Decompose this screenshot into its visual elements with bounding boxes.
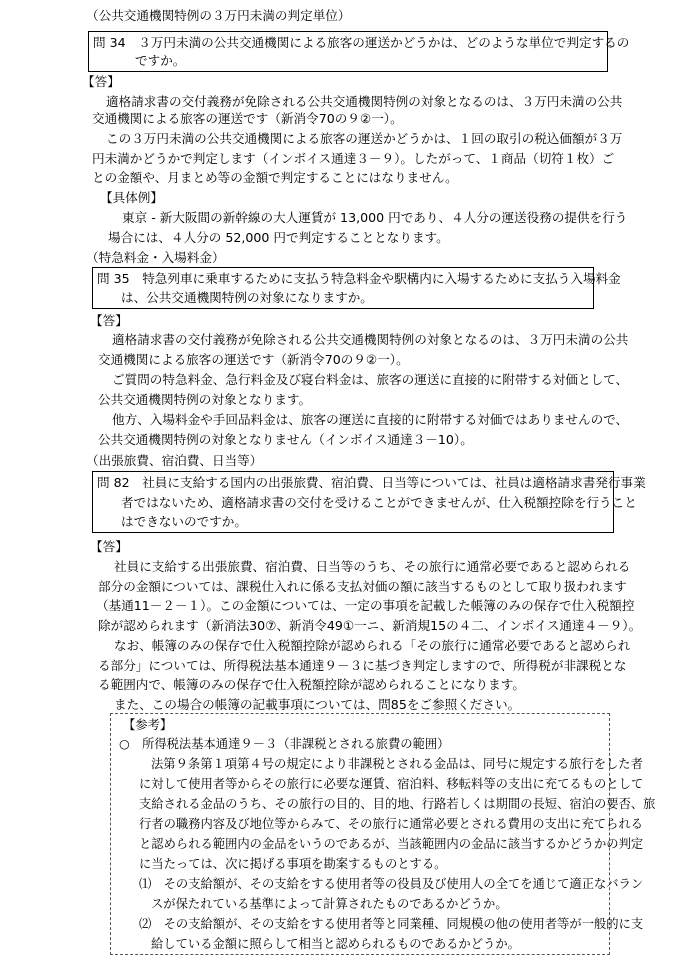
reference-line: 法第９条第１項第４号の規定により非課税とされる金品は、同号に規定する旅行をした者 (151, 757, 643, 771)
answer-label: 【答】 (82, 74, 120, 89)
reference-title: ○ 所得税法基本通達９－３（非課税とされる旅費の範囲） (119, 737, 450, 751)
answer-line: る部分」については、所得税法基本通達９－３に基づき判定しますので、所得税が非課税とな (98, 658, 627, 673)
reference-line: 行者の職務内容及び地位等からみて、その旅行に通常必要とされる費用の支出に充てられる (139, 817, 643, 831)
answer-line: この３万円未満の公共交通機関による旅客の運送かどうかは、１回の取引の税込価額が３万 (106, 131, 623, 146)
answer-label: 【答】 (90, 539, 128, 554)
question-box-35 (92, 267, 621, 309)
answer-line: （基通11－２－１）。この金額については、一定の事項を記載した帳簿のみの保存で仕入税額控 (96, 598, 635, 613)
answer-line: との金額や、月まとめ等の金額で判定することにはなりません。 (92, 170, 458, 185)
reference-item-line: ⑴ その支給額が、その支給をする使用者等の役員及び使用人の全てを通じて適正なバラン (139, 877, 644, 891)
reference-line: に当たっては、次に掲げる事項を勘案するものとする。 (139, 857, 447, 871)
answer-line: 公共交通機関特例の対象となります。 (98, 392, 312, 407)
reference-item-line: 給している金額に照らして相当と認められるものであるかどうか。 (151, 937, 520, 951)
reference-box (110, 713, 656, 955)
answer-label: 【答】 (90, 313, 128, 328)
question-line: はできないのですか。 (121, 514, 247, 529)
answer-line: 適格請求書の交付義務が免除される公共交通機関特例の対象となるのは、３万円未満の公共 (106, 94, 623, 109)
answer-line: なお、帳簿のみの保存で仕入税額控除が認められる「その旅行に通常必要であると認められ (114, 638, 631, 653)
question-line: 問 82 社員に支給する国内の出張旅費、宿泊費、日当等については、社員は適格請求書発行事業 (97, 475, 646, 490)
reference-item-line: スが保たれている基準によって計算されたものであるかどうか。 (151, 897, 508, 911)
reference-label: 【参考】 (123, 718, 173, 732)
answer-line: 部分の金額については、課税仕入れに係る支払対価の額に該当するものとして取り扱われます (98, 579, 627, 594)
example-label: 【具体例】 (100, 190, 163, 205)
question-line: ですか。 (135, 53, 186, 68)
answer-line: 他方、入場料金や手回品料金は、旅客の運送に直接的に附帯する対価ではありませんので、 (112, 412, 629, 427)
answer-line: 交通機関による旅客の運送です（新消令70の９②一）。 (92, 111, 403, 126)
answer-line: また、この場合の帳簿の記載事項については、問85をご参照ください。 (114, 697, 521, 712)
question-box-34 (88, 31, 630, 72)
question-line: 者ではないため、適格請求書の交付を受けることができませんが、仕入税額控除を行うこと (121, 495, 637, 510)
answer-line: ご質問の特急料金、急行料金及び寝台料金は、旅客の運送に直接的に附帯する対価として、 (112, 372, 629, 387)
question-line: は、公共交通機関特例の対象になりますか。 (121, 290, 373, 305)
answer-line: 適格請求書の交付義務が免除される公共交通機関特例の対象となるのは、３万円未満の公共 (112, 332, 629, 347)
example-line: 東京 - 新大阪間の新幹線の大人運賃が 13,000 円であり、４人分の運送役務の提供を行う (122, 210, 628, 225)
reference-line: と認められる範囲内の金品をいうのであるが、当該範囲内の金品に該当するかどうかの判定 (139, 837, 644, 851)
question-line: 問 34 ３万円未満の公共交通機関による旅客の運送かどうかは、どのような単位で判定するの (93, 35, 630, 50)
question-box-82 (92, 471, 646, 533)
section-heading: （特急料金・入場料金） (86, 250, 225, 265)
section-heading: （公共交通機関特例の３万円未満の判定単位） (86, 8, 351, 23)
answer-line: 公共交通機関特例の対象となりません（インボイス通達３－10）。 (98, 432, 473, 447)
section-heading: （出張旅費、宿泊費、日当等） (86, 453, 263, 468)
answer-line: 交通機関による旅客の運送です（新消令70の９②一）。 (98, 352, 409, 367)
reference-line: に対して使用者等からその旅行に必要な運賃、宿泊料、移転料等の支出に充てるものとして (139, 777, 644, 791)
reference-line: 支給される金品のうち、その旅行の目的、目的地、行路若しくは期間の長短、宿泊の要否、旅 (139, 797, 656, 811)
example-line: 場合には、４人分の 52,000 円で判定することとなります。 (108, 230, 449, 245)
reference-item-line: ⑵ その支給額が、その支給をする使用者等と同業種、同規模の他の使用者等が一般的に支 (139, 917, 644, 931)
answer-line: 除が認められます（新消法30⑦、新消令49①一ニ、新消規15の４二、インボイス通達４－９）。 (98, 618, 642, 633)
answer-line: る範囲内で、帳簿のみの保存で仕入税額控除が認められることになります。 (98, 677, 525, 692)
answer-line: 円未満かどうかで判定します（インボイス通達３－９）。したがって、１商品（切符１枚）ご (92, 151, 615, 166)
question-line: 問 35 特急列車に乗車するために支払う特急料金や駅構内に入場するために支払う入場料金 (97, 271, 621, 286)
answer-line: 社員に支給する出張旅費、宿泊費、日当等のうち、その旅行に通常必要であると認められる (114, 559, 631, 574)
